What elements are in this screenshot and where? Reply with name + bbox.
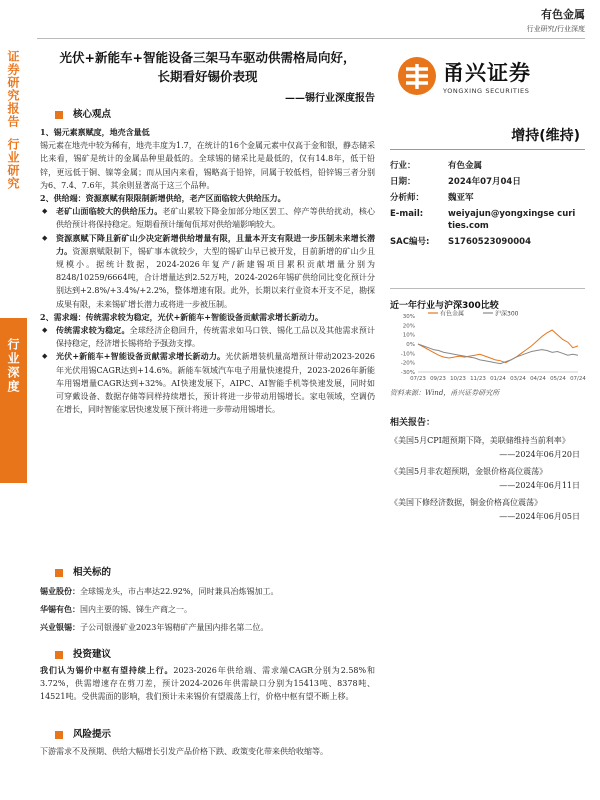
info-row bbox=[390, 160, 590, 172]
section-marker bbox=[55, 651, 63, 659]
stock-desc: 全球锡龙头，市占率达22.92%，同时兼具冶炼锡加工。 bbox=[80, 587, 279, 596]
risk-section bbox=[40, 728, 375, 758]
report-link[interactable]: 《美国5月CPI超预期下降，美联储维持当前利率》 bbox=[390, 436, 570, 445]
info-key: 分析师： bbox=[390, 193, 425, 203]
bullet-text: 光伏新增装机量高增预计带动2023-2026年光伏用锡CAGR达到+14.6%。新能车领域汽车电子用量快速提升，2023-2026年新能车用锡增量CAGR达到+32%。AI快速发展下，AIPC、AI智能手机等快速发展，同时如可穿戴设备、数据存储等同样持续增长，预计将进一步带动用锡增长。家电领域，空调仍在增长，同时智能家居快速发展下预计将进一步带动用锡增长。 bbox=[56, 352, 375, 415]
report-date: ——2024年06月11日 bbox=[499, 481, 580, 490]
x-tick-label: 05/24 bbox=[550, 376, 566, 382]
performance-chart bbox=[388, 310, 586, 386]
y-tick-label: 10% bbox=[402, 332, 415, 339]
y-tick-label: 20% bbox=[402, 323, 415, 330]
x-tick-label: 04/24 bbox=[530, 376, 546, 382]
series-line bbox=[418, 330, 578, 363]
sidebar-tag-label: 行业深度 bbox=[6, 338, 20, 394]
advice-heading bbox=[40, 648, 375, 662]
section-marker bbox=[55, 569, 63, 577]
related-item bbox=[40, 585, 375, 598]
y-tick-label: -30% bbox=[400, 370, 415, 376]
legend-label: 沪深300 bbox=[495, 310, 519, 318]
report-type: 行业研究/行业深度 bbox=[526, 25, 585, 33]
industry-value: 有色金属 bbox=[448, 161, 483, 171]
related-item bbox=[40, 621, 375, 634]
related-heading bbox=[40, 566, 375, 580]
report-subtitle: ——锡行业深度报告 bbox=[285, 93, 375, 104]
x-tick-label: 10/23 bbox=[450, 376, 466, 382]
info-row bbox=[390, 236, 590, 248]
bullet-text: 老矿山累较下降金加部分地区罢工、停产等供给扰动，核心供给预计将保持稳定。短期看预计缅甸佤邦对供给端影响较大。 bbox=[56, 207, 376, 230]
rating-divider bbox=[390, 149, 585, 150]
x-tick-label: 01/24 bbox=[490, 376, 506, 382]
bullet-text: 资源禀赋限制下，锡矿事本就较少，大型的锡矿山早已被开发，目前新增的矿山少且规模小。据统计数据，2024-2026年复产/新建锡项目累积贡献增量分别为8248/10259/6664吨，合计增量达到2.52万吨，2024-2026年锡矿供给同比变化预计分别达到+2.8%/+3.4%/+2.2%，整体增速有限。此外，长期以来行业资本开支不足，勘探成果有限，未来锡矿增长潜力或将进一步被压制。 bbox=[56, 246, 376, 309]
header-category bbox=[527, 6, 585, 34]
y-tick-label: 0% bbox=[406, 342, 415, 348]
info-row bbox=[390, 192, 590, 204]
chart-divider bbox=[390, 288, 585, 289]
info-row bbox=[390, 176, 590, 188]
advice-text bbox=[40, 664, 375, 704]
logo-icon bbox=[397, 56, 437, 96]
title-line-2: 长期看好锡价表现 bbox=[157, 69, 258, 84]
advice-section bbox=[40, 648, 375, 704]
section-title: 风险提示 bbox=[73, 729, 112, 741]
industry-category: 有色金属 bbox=[541, 8, 585, 21]
email-link[interactable]: weiyajun@yongxingse curities.com bbox=[448, 209, 576, 231]
sac-value: S1760523090004 bbox=[448, 237, 532, 247]
stock-desc: 国内主要的锡、锑生产商之一。 bbox=[80, 605, 192, 615]
section-title: 投资建议 bbox=[73, 649, 112, 661]
bullet-title: 光伏+新能车+智能设备贡献需求增长新动力。 bbox=[56, 351, 226, 362]
stock-name: 锡业股份： bbox=[40, 586, 80, 596]
sidebar-tag bbox=[0, 318, 27, 483]
advice-body: 2023-2026年供给端、需求端CAGR分别为2.58%和3.72%，供需增速存在剪刀差，预计2024-2026年供需缺口分别为15413吨、8378吨、14521吨。受供需面的影响，我们预计未来锡价有望震荡上行，价格中枢有望不断上移。 bbox=[40, 666, 375, 702]
info-row bbox=[390, 208, 590, 232]
logo-en-name: YONGXING SECURITIES bbox=[443, 87, 530, 95]
section-marker bbox=[55, 111, 63, 119]
core-point-3-title: 2、需求端：传统需求较为稳定，光伏+新能车+智能设备贡献需求增长新动力。 bbox=[40, 311, 323, 322]
report-date: ——2024年06月20日 bbox=[499, 450, 580, 459]
related-reports bbox=[390, 416, 580, 527]
bullet-item bbox=[40, 324, 375, 350]
info-key: SAC编号: bbox=[390, 237, 430, 247]
y-tick-label: 30% bbox=[402, 314, 415, 320]
company-logo bbox=[397, 56, 582, 96]
x-tick-label: 07/23 bbox=[410, 376, 426, 382]
chart-title: 近一年行业与沪深300比较 bbox=[390, 301, 499, 311]
bullet-item bbox=[40, 350, 375, 416]
x-tick-label: 11/23 bbox=[470, 376, 486, 382]
related-section bbox=[40, 566, 375, 635]
legend-label: 有色金属 bbox=[440, 310, 465, 318]
core-heading bbox=[40, 108, 375, 122]
x-tick-label: 03/24 bbox=[510, 376, 526, 382]
y-tick-label: -10% bbox=[400, 351, 415, 358]
stock-desc: 子公司银漫矿业2023年锡精矿产量国内排名第二位。 bbox=[80, 623, 269, 633]
bullet-title: 资源禀赋下降且新矿山少决定新增供给增量有限，且量本开支有限进一步压制未来增长潜力。 bbox=[56, 232, 375, 256]
stock-name: 兴业银锡： bbox=[40, 622, 80, 633]
advice-title: 我们认为锡价中枢有望持续上行。 bbox=[40, 665, 174, 675]
logo-name: 甬兴证券 bbox=[443, 61, 531, 85]
section-marker bbox=[55, 731, 63, 739]
chart-source: 资料来源：Wind，甬兴证券研究所 bbox=[390, 389, 500, 397]
info-key: E-mail: bbox=[390, 209, 424, 219]
date-value: 2024年07月04日 bbox=[448, 177, 521, 187]
bullet-text: 全球经济企稳回升，传统需求如马口铁、锡化工品以及其他需求预计保持稳定，经济增长锡将给予强劲支撑。 bbox=[56, 326, 376, 349]
core-point-1: 锡元素在地壳中较为稀有，地壳丰度为1.7，在统计的16个金属元素中仅高于金和银，静态储采比来看，锡矿是统计的金属品种里最低的。全球锡的储采比是最低的，仅有14.8年，低于铅锌，更远低于铜、镍等金属；而从国内来看，锡略高于铅锌，同属于较低档，铅锌锡三者分别为6、7.4、7.6年，其余则显著高于这三个品种。 bbox=[40, 141, 375, 190]
sidebar bbox=[0, 0, 27, 800]
report-link[interactable]: 《美国5月非农超预期，金银价格高位震荡》 bbox=[390, 467, 548, 476]
rating: 增持(维持) bbox=[511, 128, 580, 144]
stock-name: 华锡有色： bbox=[40, 604, 80, 615]
bullet-item bbox=[40, 232, 375, 311]
y-tick-label: -20% bbox=[400, 360, 415, 367]
risk-heading bbox=[40, 728, 375, 742]
sidebar-top bbox=[0, 50, 27, 300]
info-key: 日期： bbox=[390, 177, 416, 187]
report-title bbox=[40, 48, 375, 86]
sidebar-report-type: 证券研究报告 bbox=[6, 50, 20, 128]
analyst-value: 魏亚军 bbox=[448, 193, 474, 203]
core-point-2-title: 2、供给端：资源禀赋有限限制新增供给，老产区面临较大供给压力。 bbox=[40, 193, 286, 204]
related-reports-heading: 相关报告： bbox=[390, 418, 436, 428]
report-date: ——2024年06月05日 bbox=[499, 512, 580, 521]
core-section bbox=[40, 108, 375, 416]
header-divider bbox=[37, 38, 585, 39]
risk-text: 下游需求不及预期、供给大幅增长引发产品价格下跌、政策变化带来供给收缩等。 bbox=[40, 747, 328, 756]
bullet-item bbox=[40, 205, 375, 231]
report-info bbox=[390, 160, 590, 252]
bullet-title: 老矿山面临较大的供给压力。 bbox=[56, 206, 163, 217]
section-title: 核心观点 bbox=[73, 109, 112, 121]
bullet-title: 传统需求较为稳定。 bbox=[56, 325, 130, 336]
sidebar-research-type: 行业研究 bbox=[6, 138, 20, 190]
related-item bbox=[40, 603, 375, 616]
core-point-1-title: 1、锡元素禀赋度，地壳含量低 bbox=[40, 127, 150, 137]
x-tick-label: 07/24 bbox=[570, 376, 586, 382]
title-line-1: 光伏+新能车+智能设备三架马车驱动供需格局向好， bbox=[59, 50, 356, 65]
x-tick-label: 09/23 bbox=[430, 376, 446, 382]
section-title: 相关标的 bbox=[73, 567, 112, 579]
report-link[interactable]: 《美国下修经济数据，铜金价格高位震荡》 bbox=[390, 498, 542, 507]
info-key: 行业： bbox=[390, 161, 416, 171]
